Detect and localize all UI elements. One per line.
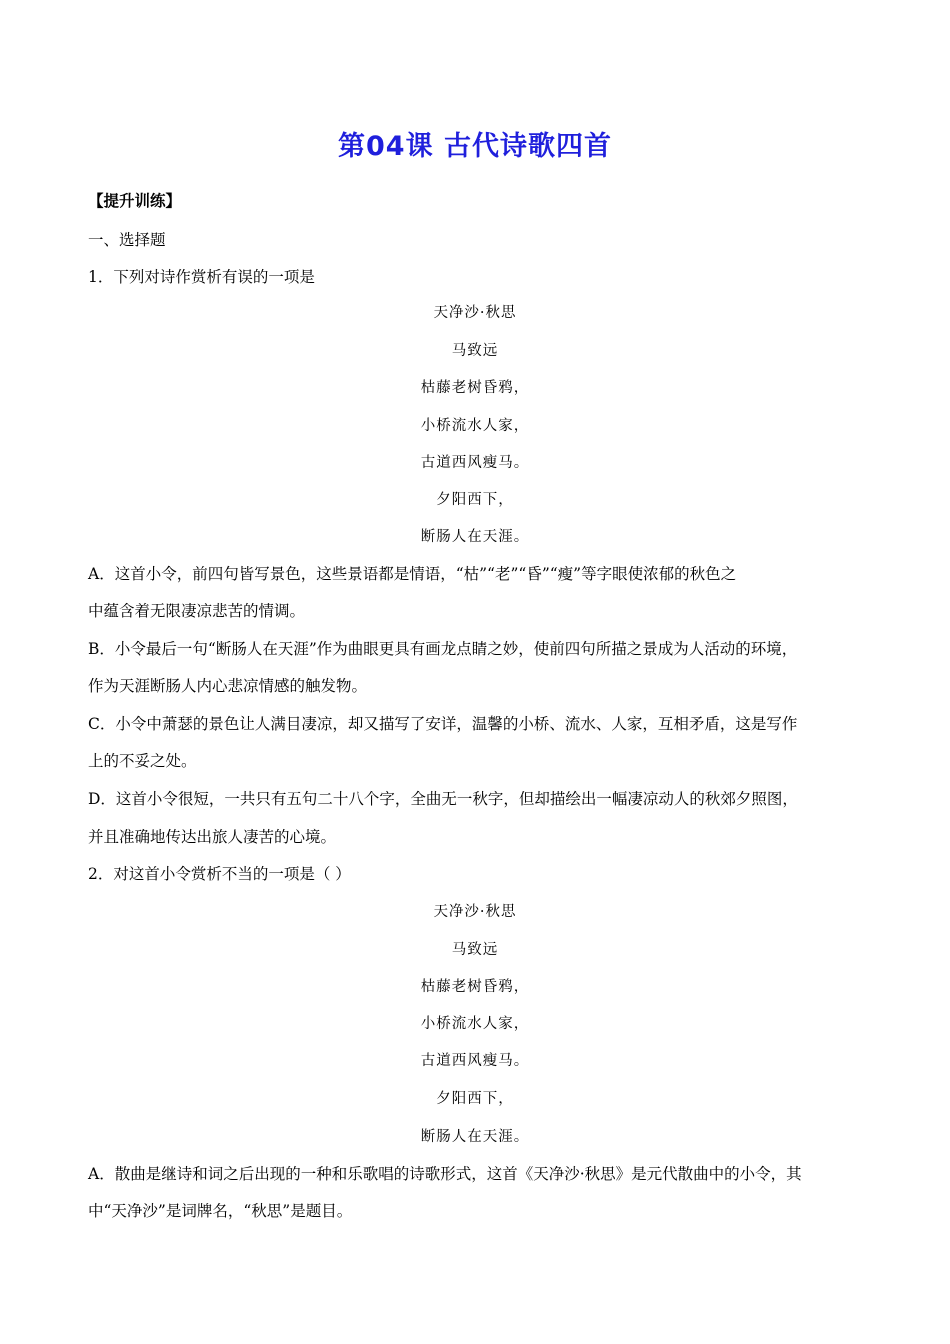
q2-poem-line: 夕阳西下， (436, 1091, 514, 1107)
q1-poem-line: 夕阳西下， (436, 492, 514, 508)
q1-poem-author: 马致远 (451, 343, 499, 359)
q2-poem-line: 小桥流水人家， (420, 1016, 530, 1032)
q1-option-a-line1: A．这首小令，前四句皆写景色，这些景语都是情语，“枯”“老”“昏”“瘦”等字眼使浓郁的秋色之 (88, 565, 737, 583)
question-2-stem: 2．对这首小令赏析不当的一项是（ ） (88, 865, 351, 883)
q1-poem-title: 天净沙·秋思 (433, 305, 517, 321)
section-label: 【提升训练】 (88, 191, 182, 210)
q1-option-c-line1: C．小令中萧瑟的景色让人满目凄凉，却又描写了安详，温馨的小桥、流水、人家，互相矛盾，这是写作 (88, 715, 798, 733)
q1-option-d-line1: D．这首小令很短，一共只有五句二十八个字，全曲无一秋字，但却描绘出一幅凄凉动人的秋郊夕照图， (88, 790, 798, 808)
q1-option-b-line1: B．小令最后一句“断肠人在天涯”作为曲眼更具有画龙点睛之妙，使前四句所描之景成为人活动的环境， (88, 640, 798, 658)
q1-poem-line: 小桥流水人家， (420, 418, 530, 434)
q1-option-d-line2: 并且准确地传达出旅人凄苦的心境。 (88, 828, 337, 846)
part-heading: 一、选择题 (88, 231, 166, 249)
q1-poem-line: 枯藤老树昏鸦， (420, 380, 530, 396)
q2-poem-line: 古道西风瘦马。 (420, 1053, 530, 1069)
q2-poem-line: 断肠人在天涯。 (420, 1129, 530, 1145)
q1-option-c-line2: 上的不妥之处。 (88, 752, 197, 770)
question-1-stem: 1．下列对诗作赏析有误的一项是 (88, 268, 315, 286)
q1-poem-line: 断肠人在天涯。 (420, 529, 530, 545)
q2-poem-line: 枯藤老树昏鸦， (420, 979, 530, 995)
lesson-title: 第04课 古代诗歌四首 (338, 131, 612, 162)
q2-poem-title: 天净沙·秋思 (433, 904, 517, 920)
q2-poem-author: 马致远 (451, 942, 499, 958)
q2-option-a-line2: 中“天净沙”是词牌名，“秋思”是题目。 (88, 1202, 353, 1220)
q2-option-a-line1: A．散曲是继诗和词之后出现的一种和乐歌唱的诗歌形式，这首《天净沙·秋思》是元代散曲中的小令，其 (88, 1165, 802, 1183)
q1-poem-line: 古道西风瘦马。 (420, 455, 530, 471)
q1-option-b-line2: 作为天涯断肠人内心悲凉情感的触发物。 (88, 677, 368, 695)
q1-option-a-line2: 中蕴含着无限凄凉悲苦的情调。 (88, 602, 306, 620)
